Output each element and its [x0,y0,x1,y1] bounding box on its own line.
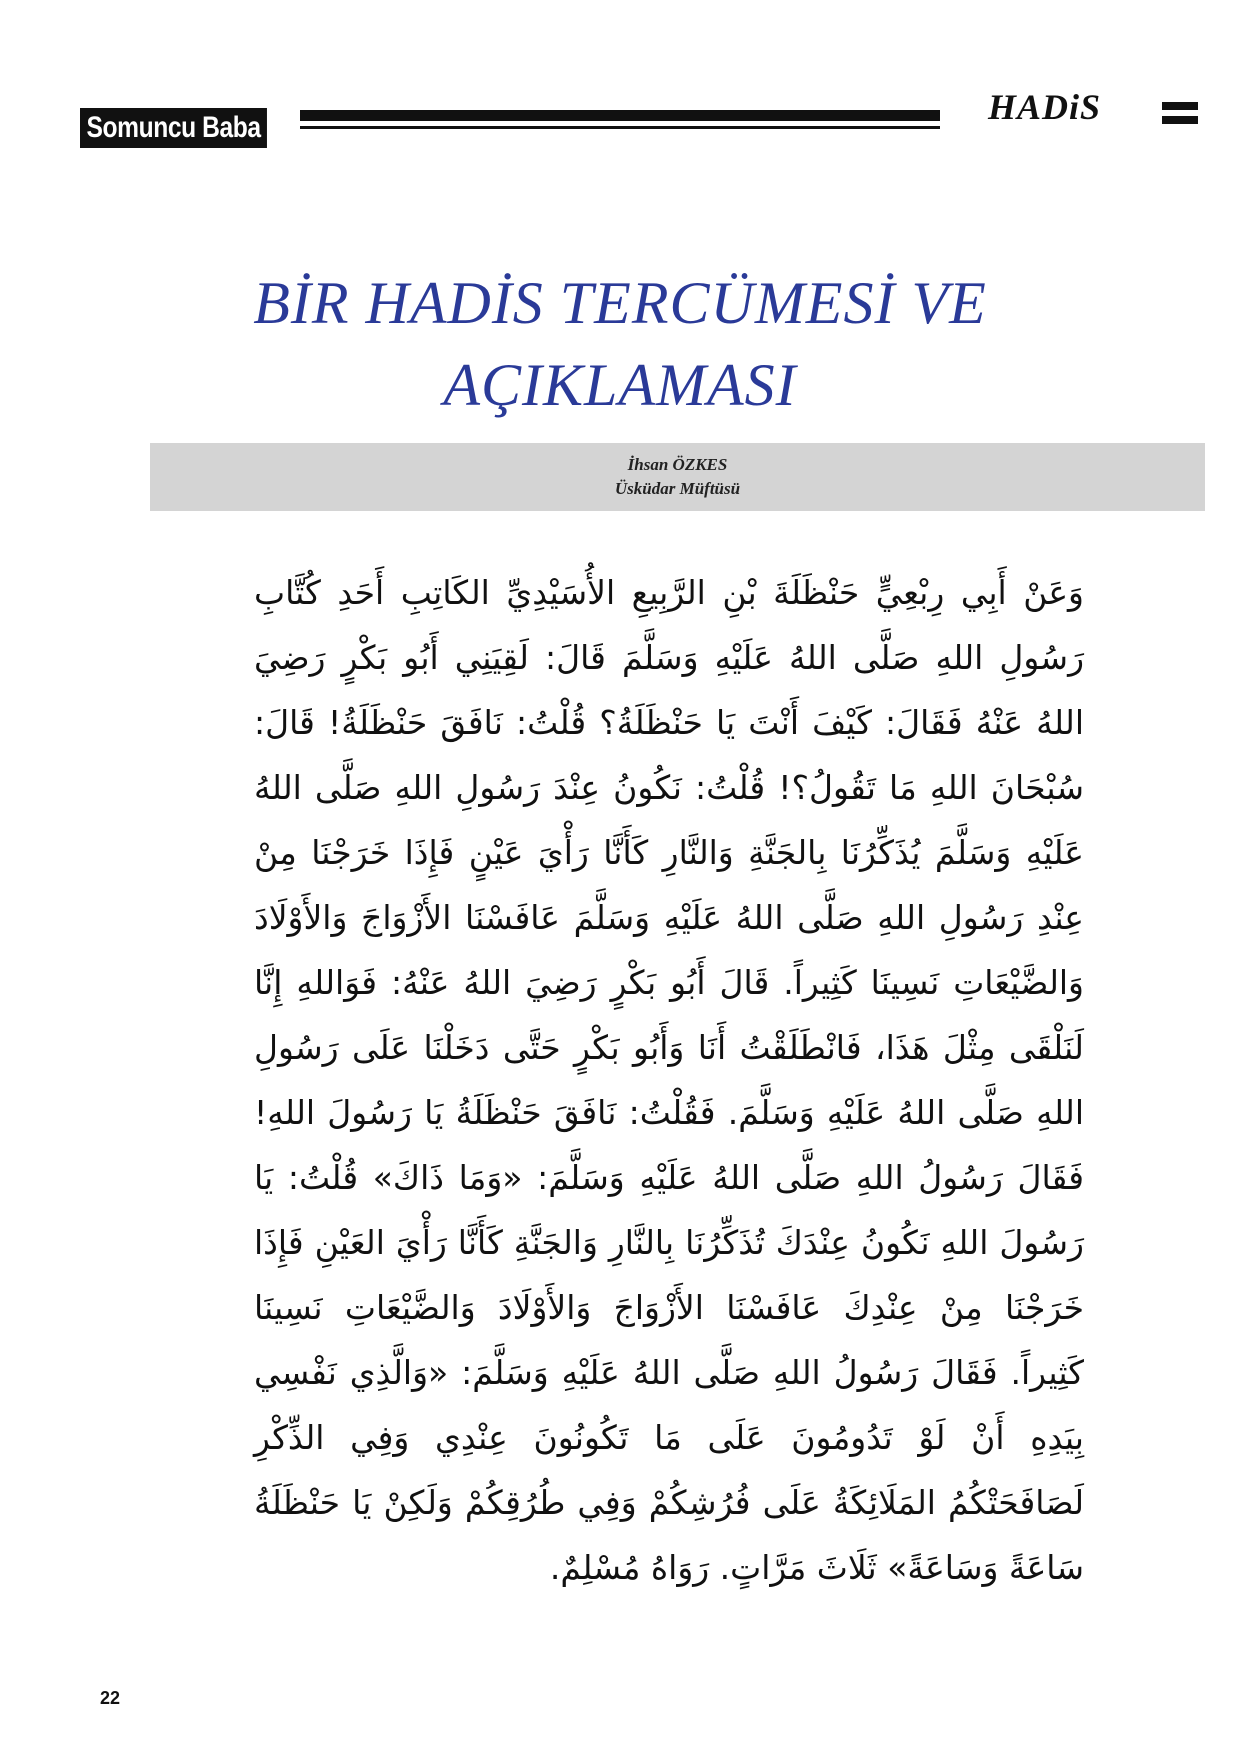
article-title-line1: BİR HADİS TERCÜMESİ VE [253,270,987,336]
article-title-line2: AÇIKLAMASI [443,352,797,418]
page-number: 22 [100,1688,121,1708]
header-rule-thin [300,126,940,129]
author-title: Üsküdar Müftüsü [614,479,741,498]
hadith-paragraph: وَعَنْ أَبِي رِبْعِيٍّ حَنْظَلَةَ بْنِ الرَّبِيعِ الأُسَيْدِيِّ الكَاتِبِ أَحَدِ كُتَّابِ رَسُولِ اللهِ صَلَّى اللهُ عَلَيْهِ وَسَلَّمَ قَالَ: لَقِيَنِي أَبُو بَكْرٍ رَضِيَ اللهُ عَنْهُ فَقَالَ: كَيْفَ أَنْتَ يَا حَنْظَلَةُ؟ قُلْتُ: نَافَقَ حَنْظَلَةُ! قَالَ: سُبْحَانَ اللهِ مَا تَقُولُ؟! قُلْتُ: نَكُونُ عِنْدَ رَسُولِ اللهِ صَلَّى اللهُ عَلَيْهِ وَسَلَّمَ يُذَكِّرُنَا بِالجَنَّةِ وَالنَّارِ كَأَنَّا رَأْيَ عَيْنٍ فَإِذَا خَرَجْنَا مِنْ عِنْدِ رَسُولِ اللهِ صَلَّى اللهُ عَلَيْهِ وَسَلَّمَ عَافَسْنَا الأَزْوَاجَ وَالأَوْلَادَ وَالضَّيْعَاتِ نَسِينَا كَثِيراً. قَالَ أَبُو بَكْرٍ رَضِيَ اللهُ عَنْهُ: فَوَاللهِ إِنَّا لَنَلْقَى مِثْلَ هَذَا، فَانْطَلَقْتُ أَنَا وَأَبُو بَكْرٍ حَتَّى دَخَلْنَا عَلَى رَسُولِ اللهِ صَلَّى اللهُ عَلَيْهِ وَسَلَّمَ. فَقُلْتُ: نَافَقَ حَنْظَلَةُ يَا رَسُولَ اللهِ! فَقَالَ رَسُولُ اللهِ صَلَّى اللهُ عَلَيْهِ وَسَلَّمَ: «وَمَا ذَاكَ» قُلْتُ: يَا رَسُولَ اللهِ نَكُونُ عِنْدَكَ تُذَكِّرُنَا بِالنَّارِ وَالجَنَّةِ كَأَنَّا رَأْيَ العَيْنِ فَإِذَا خَرَجْنَا مِنْ عِنْدِكَ عَافَسْنَا الأَزْوَاجَ وَالأَوْلَادَ وَالضَّيْعَاتِ نَسِينَا كَثِيراً. فَقَالَ رَسُولُ اللهِ صَلَّى اللهُ عَلَيْهِ وَسَلَّمَ: «وَالَّذِي نَفْسِي بِيَدِهِ أَنْ لَوْ تَدُومُونَ عَلَى مَا تَكُونُونَ عِنْدِي وَفِي الذِّكْرِ لَصَافَحَتْكُمُ المَلَائِكَةُ عَلَى فُرُشِكُمْ وَفِي طُرُقِكُمْ وَلَكِنْ يَا حَنْظَلَةُ سَاعَةً وَسَاعَةً» ثَلَاثَ مَرَّاتٍ. رَوَاهُ مُسْلِمٌ. [254,573,1084,1587]
double-bar-ornament [1162,102,1198,130]
author-byline [150,443,1205,511]
author-name: İhsan ÖZKES [627,455,728,474]
section-label: HADiS [988,87,1102,127]
header-rule [300,110,940,121]
magazine-name-label: Somuncu Baba [80,108,267,148]
article-title [150,262,1090,426]
hadith-arabic-text [254,560,1084,1600]
